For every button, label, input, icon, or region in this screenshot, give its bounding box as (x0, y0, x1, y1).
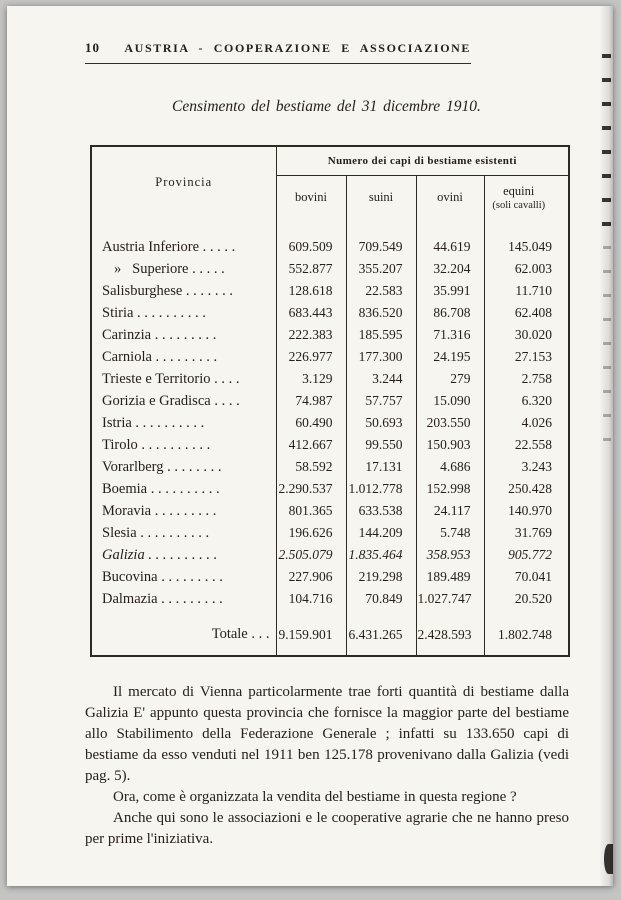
value-cell: 3.244 (346, 368, 416, 390)
table-row (91, 258, 569, 280)
value-cell: 552.877 (276, 258, 346, 280)
value-cell: 2.758 (484, 368, 569, 390)
value-cell: 70.041 (484, 566, 569, 588)
value-cell: 11.710 (484, 280, 569, 302)
value-cell: 709.549 (346, 236, 416, 258)
province-cell: Stiria . . . . . . . . . . (91, 302, 276, 324)
column-header-provincia: Provincia (91, 146, 276, 218)
body-text (85, 682, 569, 850)
spacer-cell (276, 218, 346, 236)
value-cell: 222.383 (276, 324, 346, 346)
value-cell: 15.090 (416, 390, 484, 412)
table-row (91, 346, 569, 368)
value-cell: 86.708 (416, 302, 484, 324)
table-row (91, 368, 569, 390)
table-row (91, 412, 569, 434)
value-cell: 279 (416, 368, 484, 390)
value-cell: 2.290.537 (276, 478, 346, 500)
value-cell: 412.667 (276, 434, 346, 456)
table-row (91, 522, 569, 544)
table-row (91, 434, 569, 456)
value-cell: 58.592 (276, 456, 346, 478)
table-row (91, 544, 569, 566)
running-title: AUSTRIA - COOPERAZIONE E ASSOCIAZIONE (124, 41, 471, 55)
table-row (91, 302, 569, 324)
value-cell: 20.520 (484, 588, 569, 610)
value-cell: 22.558 (484, 434, 569, 456)
value-cell: 189.489 (416, 566, 484, 588)
value-cell: 62.003 (484, 258, 569, 280)
scan-artifact-dashes-bottom (603, 246, 611, 446)
value-cell: 150.903 (416, 434, 484, 456)
province-cell: Bucovina . . . . . . . . . (91, 566, 276, 588)
province-cell: Tirolo . . . . . . . . . . (91, 434, 276, 456)
spacer-cell (91, 218, 276, 236)
value-cell: 801.365 (276, 500, 346, 522)
table-row (91, 236, 569, 258)
table-row (91, 456, 569, 478)
scan-artifact-blotch (604, 844, 613, 874)
column-header-bovini: bovini (276, 176, 346, 219)
province-cell: Carniola . . . . . . . . . (91, 346, 276, 368)
value-cell: 74.987 (276, 390, 346, 412)
total-ovini: 2.428.593 (416, 610, 484, 656)
paragraph: Il mercato di Vienna particolarmente trae forti quantità di bestiame dalla Galizia E' appunto questa provincia che fornisce la maggior parte del bestiame allo Stabilimento della Federazione Generale ; infatti su 133.650 capi di bestiame da esso venduti nel 1911 ben 125.178 provenivano dalla Galizia (vedi pag. 5). (85, 684, 569, 784)
value-cell: 27.153 (484, 346, 569, 368)
province-cell: Vorarlberg . . . . . . . . (91, 456, 276, 478)
province-cell: Dalmazia . . . . . . . . . (91, 588, 276, 610)
value-cell: 144.209 (346, 522, 416, 544)
table-row (91, 500, 569, 522)
value-cell: 836.520 (346, 302, 416, 324)
census-table (90, 145, 570, 657)
spacer-cell (346, 218, 416, 236)
province-cell: Boemia . . . . . . . . . . (91, 478, 276, 500)
running-head (85, 40, 471, 64)
value-cell: 152.998 (416, 478, 484, 500)
value-cell: 5.748 (416, 522, 484, 544)
value-cell: 62.408 (484, 302, 569, 324)
value-cell: 2.505.079 (276, 544, 346, 566)
value-cell: 4.026 (484, 412, 569, 434)
province-cell: Istria . . . . . . . . . . (91, 412, 276, 434)
province-cell: Moravia . . . . . . . . . (91, 500, 276, 522)
value-cell: 32.204 (416, 258, 484, 280)
value-cell: 358.953 (416, 544, 484, 566)
value-cell: 1.012.778 (346, 478, 416, 500)
value-cell: 70.849 (346, 588, 416, 610)
value-cell: 24.195 (416, 346, 484, 368)
total-bovini: 9.159.901 (276, 610, 346, 656)
value-cell: 250.428 (484, 478, 569, 500)
value-cell: 3.243 (484, 456, 569, 478)
table-row (91, 478, 569, 500)
value-cell: 128.618 (276, 280, 346, 302)
spacer-cell (484, 218, 569, 236)
value-cell: 22.583 (346, 280, 416, 302)
column-header-suini: suini (346, 176, 416, 219)
value-cell: 24.117 (416, 500, 484, 522)
table-row (91, 324, 569, 346)
column-header-equini-label: equini (503, 183, 535, 198)
document-title: Censimento del bestiame del 31 dicembre 1910. (172, 98, 481, 115)
value-cell: 71.316 (416, 324, 484, 346)
value-cell: 3.129 (276, 368, 346, 390)
total-row (91, 610, 569, 656)
table-row (91, 588, 569, 610)
scan-artifact-dashes-top (602, 54, 611, 244)
value-cell: 633.538 (346, 500, 416, 522)
province-cell: Slesia . . . . . . . . . . (91, 522, 276, 544)
province-cell: Trieste e Territorio . . . . (91, 368, 276, 390)
census-table-container (90, 145, 568, 657)
value-cell: 104.716 (276, 588, 346, 610)
value-cell: 196.626 (276, 522, 346, 544)
value-cell: 683.443 (276, 302, 346, 324)
table-body (91, 218, 569, 610)
value-cell: 355.207 (346, 258, 416, 280)
value-cell: 35.991 (416, 280, 484, 302)
value-cell: 227.906 (276, 566, 346, 588)
total-suini: 6.431.265 (346, 610, 416, 656)
value-cell: 203.550 (416, 412, 484, 434)
value-cell: 30.020 (484, 324, 569, 346)
value-cell: 17.131 (346, 456, 416, 478)
book-page (7, 6, 613, 886)
column-header-equini (484, 176, 569, 219)
value-cell: 6.320 (484, 390, 569, 412)
total-equini: 1.802.748 (484, 610, 569, 656)
value-cell: 50.693 (346, 412, 416, 434)
paragraph: Anche qui sono le associazioni e le cooperative agrarie che ne hanno preso per prime l'iniziativa. (85, 810, 569, 847)
value-cell: 219.298 (346, 566, 416, 588)
spacer-cell (416, 218, 484, 236)
value-cell: 60.490 (276, 412, 346, 434)
value-cell: 4.686 (416, 456, 484, 478)
value-cell: 57.757 (346, 390, 416, 412)
value-cell: 609.509 (276, 236, 346, 258)
province-cell: Carinzia . . . . . . . . . (91, 324, 276, 346)
table-row (91, 390, 569, 412)
table-row (91, 280, 569, 302)
page-number: 10 (85, 40, 100, 55)
value-cell: 185.595 (346, 324, 416, 346)
spacer-row (91, 218, 569, 236)
value-cell: 44.619 (416, 236, 484, 258)
paragraph: Ora, come è organizzata la vendita del bestiame in questa regione ? (113, 789, 517, 805)
value-cell: 140.970 (484, 500, 569, 522)
value-cell: 1.027.747 (416, 588, 484, 610)
value-cell: 177.300 (346, 346, 416, 368)
total-label: Totale . . . (91, 610, 276, 656)
column-header-ovini: ovini (416, 176, 484, 219)
table-row (91, 566, 569, 588)
value-cell: 905.772 (484, 544, 569, 566)
value-cell: 31.769 (484, 522, 569, 544)
province-cell: Galizia . . . . . . . . . . (91, 544, 276, 566)
value-cell: 99.550 (346, 434, 416, 456)
province-cell: Gorizia e Gradisca . . . . (91, 390, 276, 412)
value-cell: 145.049 (484, 236, 569, 258)
province-cell: Austria Inferiore . . . . . (91, 236, 276, 258)
group-header: Numero dei capi di bestiame esistenti (276, 146, 569, 176)
value-cell: 1.835.464 (346, 544, 416, 566)
value-cell: 226.977 (276, 346, 346, 368)
province-cell: » Superiore . . . . . (91, 258, 276, 280)
province-cell: Salisburghese . . . . . . . (91, 280, 276, 302)
column-header-equini-sublabel: (soli cavalli) (492, 199, 546, 211)
